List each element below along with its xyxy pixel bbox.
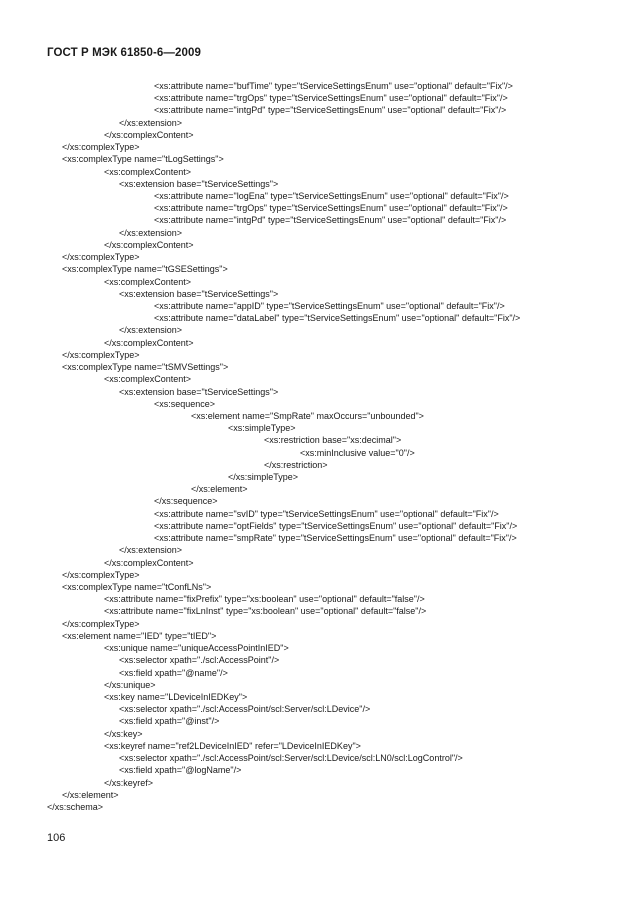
code-line: <xs:complexType name="tSMVSettings">	[62, 362, 229, 373]
code-line: </xs:unique>	[104, 679, 156, 690]
code-line: <xs:attribute name="appID" type="tServiceSettingsEnum" use="optional" default="Fix"/>	[154, 300, 505, 311]
code-line: <xs:attribute name="svID" type="tServiceSettingsEnum" use="optional" default="Fix"/>	[154, 508, 499, 519]
code-line: </xs:complexType>	[62, 142, 140, 153]
code-line: <xs:complexContent>	[104, 166, 192, 177]
code-line: </xs:complexType>	[62, 349, 140, 360]
code-line: <xs:attribute name="smpRate" type="tServiceSettingsEnum" use="optional" default="Fix"/>	[154, 533, 517, 544]
code-line: </xs:complexContent>	[104, 129, 194, 140]
code-line: </xs:element>	[62, 789, 119, 800]
code-line: <xs:complexType name="tGSESettings">	[62, 264, 228, 275]
code-line: </xs:complexType>	[62, 618, 140, 629]
code-line: </xs:extension>	[119, 227, 183, 238]
code-line: <xs:attribute name="fixLnInst" type="xs:boolean" use="optional" default="false"/>	[104, 606, 427, 617]
code-line: <xs:key name="LDeviceInIEDKey">	[104, 692, 248, 702]
code-line: <xs:attribute name="logEna" type="tServiceSettingsEnum" use="optional" default="Fix"/>	[154, 190, 509, 201]
code-line: <xs:extension base="tServiceSettings">	[119, 386, 279, 397]
code-line: <xs:field xpath="@name"/>	[119, 667, 228, 678]
code-line: <xs:element name="SmpRate" maxOccurs="unbounded">	[191, 410, 424, 421]
code-line: <xs:sequence>	[154, 398, 216, 409]
code-line: <xs:unique name="uniqueAccessPointInIED">	[104, 643, 289, 654]
code-line: <xs:element name="IED" type="tIED">	[62, 630, 217, 641]
code-line: </xs:restriction>	[264, 459, 328, 470]
code-line: <xs:extension base="tServiceSettings">	[119, 178, 279, 189]
code-line: </xs:complexContent>	[104, 239, 194, 250]
code-line: <xs:extension base="tServiceSettings">	[119, 288, 279, 299]
code-line: <xs:attribute name="trgOps" type="tServiceSettingsEnum" use="optional" default="Fix"/>	[154, 93, 508, 104]
code-line: <xs:attribute name="fixPrefix" type="xs:boolean" use="optional" default="false"/>	[104, 594, 425, 605]
code-line: <xs:attribute name="intgPd" type="tServiceSettingsEnum" use="optional" default="Fix"/>	[154, 105, 507, 116]
code-line: <xs:field xpath="@logName"/>	[119, 765, 242, 776]
code-line: </xs:complexType>	[62, 569, 140, 580]
code-line: <xs:selector xpath="./scl:AccessPoint/scl:Server/scl:LDevice"/>	[119, 704, 371, 715]
code-line: <xs:complexType name="tLogSettings">	[62, 154, 224, 165]
page-number: 106	[47, 832, 66, 844]
code-line: <xs:field xpath="@inst"/>	[119, 716, 220, 727]
code-line: </xs:extension>	[119, 325, 183, 336]
code-line: <xs:simpleType>	[228, 423, 296, 434]
code-line: </xs:sequence>	[154, 496, 218, 507]
code-line: </xs:complexType>	[62, 252, 140, 263]
page-header: ГОСТ Р МЭК 61850-6—2009	[47, 47, 201, 59]
code-line: <xs:complexType name="tConfLNs">	[62, 582, 212, 593]
code-line: <xs:attribute name="intgPd" type="tServiceSettingsEnum" use="optional" default="Fix"/>	[154, 215, 507, 226]
code-line: </xs:extension>	[119, 545, 183, 556]
code-line: </xs:extension>	[119, 117, 183, 128]
code-line: <xs:selector xpath="./scl:AccessPoint/scl:Server/scl:LDevice/scl:LN0/scl:LogControl"/>	[119, 753, 463, 764]
code-line: <xs:attribute name="trgOps" type="tServiceSettingsEnum" use="optional" default="Fix"/>	[154, 203, 508, 214]
code-line: </xs:key>	[104, 728, 143, 739]
code-line: <xs:keyref name="ref2LDeviceInIED" refer="LDeviceInIEDKey">	[104, 740, 361, 751]
code-line: <xs:minInclusive value="0"/>	[300, 447, 415, 458]
code-line: <xs:attribute name="optFields" type="tServiceSettingsEnum" use="optional" default="Fix"/>	[154, 520, 518, 531]
code-line: </xs:complexContent>	[104, 557, 194, 568]
code-line: </xs:keyref>	[104, 777, 154, 788]
code-line: <xs:selector xpath="./scl:AccessPoint"/>	[119, 655, 280, 666]
code-line: </xs:schema>	[47, 801, 104, 812]
code-line: </xs:complexContent>	[104, 337, 194, 348]
code-line: <xs:attribute name="dataLabel" type="tServiceSettingsEnum" use="optional" default="Fix"/>	[154, 313, 521, 324]
code-line: </xs:simpleType>	[228, 472, 299, 483]
code-line: <xs:complexContent>	[104, 374, 192, 385]
code-line: <xs:attribute name="bufTime" type="tServiceSettingsEnum" use="optional" default="Fix"/>	[154, 81, 513, 91]
code-line: <xs:complexContent>	[104, 276, 192, 287]
code-line: <xs:restriction base="xs:decimal">	[264, 435, 402, 446]
code-line: </xs:element>	[191, 484, 248, 495]
